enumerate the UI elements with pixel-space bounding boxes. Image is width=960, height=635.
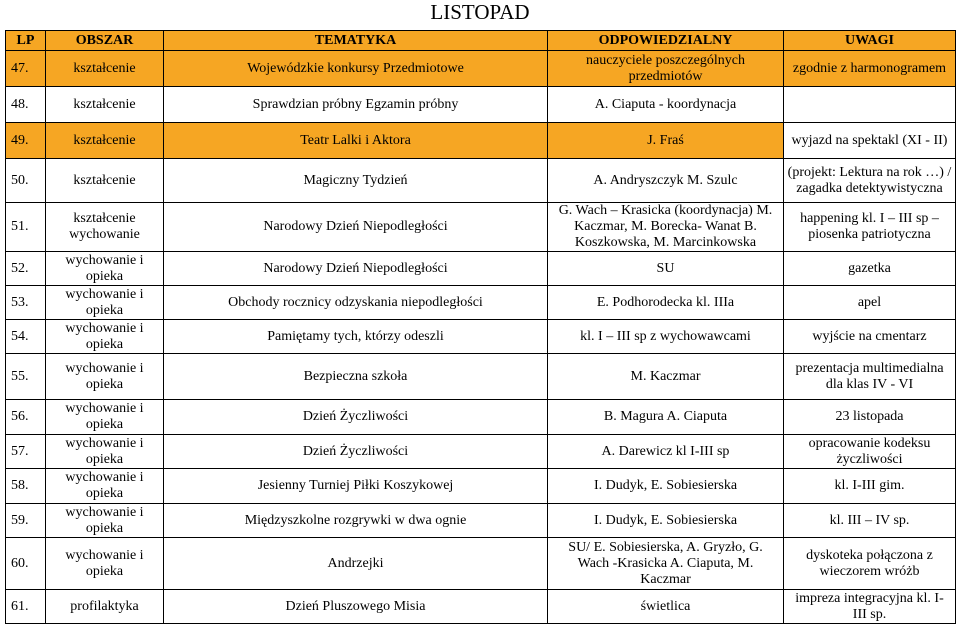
- odpowiedzialny-cell: J. Fraś: [548, 123, 784, 159]
- obszar-cell: wychowanie i opieka: [46, 252, 164, 286]
- obszar-cell: kształcenie wychowanie: [46, 203, 164, 252]
- odpowiedzialny-cell: SU/ E. Sobiesierska, A. Gryzło, G. Wach -Krasicka A. Ciaputa, M. Kaczmar: [548, 538, 784, 590]
- uwagi-cell: kl. I-III gim.: [784, 469, 956, 504]
- uwagi-cell: 23 listopada: [784, 400, 956, 435]
- table-row: [6, 354, 956, 400]
- header-row: [6, 31, 956, 51]
- lp-cell: 61.: [6, 590, 46, 624]
- uwagi-cell: zgodnie z harmonogramem: [784, 51, 956, 87]
- obszar-cell: wychowanie i opieka: [46, 538, 164, 590]
- schedule-table: [5, 30, 956, 624]
- obszar-cell: wychowanie i opieka: [46, 320, 164, 354]
- obszar-cell: profilaktyka: [46, 590, 164, 624]
- uwagi-cell: dyskoteka połączona z wieczorem wróżb: [784, 538, 956, 590]
- lp-cell: 54.: [6, 320, 46, 354]
- tematyka-cell: Narodowy Dzień Niepodległości: [164, 252, 548, 286]
- header-lp: LP: [6, 31, 46, 51]
- uwagi-cell: happening kl. I – III sp – piosenka patriotyczna: [784, 203, 956, 252]
- table-row: [6, 159, 956, 203]
- tematyka-cell: Dzień Życzliwości: [164, 435, 548, 469]
- uwagi-cell: apel: [784, 286, 956, 320]
- lp-cell: 55.: [6, 354, 46, 400]
- obszar-cell: kształcenie: [46, 123, 164, 159]
- header-tematyka: TEMATYKA: [164, 31, 548, 51]
- odpowiedzialny-cell: świetlica: [548, 590, 784, 624]
- odpowiedzialny-cell: E. Podhorodecka kl. IIIa: [548, 286, 784, 320]
- odpowiedzialny-cell: SU: [548, 252, 784, 286]
- odpowiedzialny-cell: B. Magura A. Ciaputa: [548, 400, 784, 435]
- odpowiedzialny-cell: A. Ciaputa - koordynacja: [548, 87, 784, 123]
- tematyka-cell: Jesienny Turniej Piłki Koszykowej: [164, 469, 548, 504]
- lp-cell: 49.: [6, 123, 46, 159]
- obszar-cell: wychowanie i opieka: [46, 286, 164, 320]
- obszar-cell: wychowanie i opieka: [46, 435, 164, 469]
- lp-cell: 47.: [6, 51, 46, 87]
- table-row: [6, 286, 956, 320]
- lp-cell: 57.: [6, 435, 46, 469]
- tematyka-cell: Obchody rocznicy odzyskania niepodległości: [164, 286, 548, 320]
- tematyka-cell: Dzień Pluszowego Misia: [164, 590, 548, 624]
- header-odpowiedzialny: ODPOWIEDZIALNY: [548, 31, 784, 51]
- lp-cell: 60.: [6, 538, 46, 590]
- uwagi-cell: wyjście na cmentarz: [784, 320, 956, 354]
- table-row: [6, 320, 956, 354]
- uwagi-cell: wyjazd na spektakl (XI - II): [784, 123, 956, 159]
- obszar-cell: wychowanie i opieka: [46, 354, 164, 400]
- tematyka-cell: Magiczny Tydzień: [164, 159, 548, 203]
- lp-cell: 50.: [6, 159, 46, 203]
- tematyka-cell: Bezpieczna szkoła: [164, 354, 548, 400]
- obszar-cell: kształcenie: [46, 51, 164, 87]
- lp-cell: 59.: [6, 504, 46, 538]
- odpowiedzialny-cell: M. Kaczmar: [548, 354, 784, 400]
- tematyka-cell: Andrzejki: [164, 538, 548, 590]
- uwagi-cell: impreza integracyjna kl. I- III sp.: [784, 590, 956, 624]
- odpowiedzialny-cell: I. Dudyk, E. Sobiesierska: [548, 504, 784, 538]
- tematyka-cell: Dzień Życzliwości: [164, 400, 548, 435]
- table-row: [6, 504, 956, 538]
- uwagi-cell: gazetka: [784, 252, 956, 286]
- table-row: [6, 400, 956, 435]
- table-row: [6, 203, 956, 252]
- tematyka-cell: Teatr Lalki i Aktora: [164, 123, 548, 159]
- odpowiedzialny-cell: G. Wach – Krasicka (koordynacja) M. Kaczmar, M. Borecka- Wanat B. Koszkowska, M. Marcinkowska: [548, 203, 784, 252]
- lp-cell: 56.: [6, 400, 46, 435]
- table-row: [6, 252, 956, 286]
- obszar-cell: kształcenie: [46, 87, 164, 123]
- uwagi-cell: opracowanie kodeksu życzliwości: [784, 435, 956, 469]
- obszar-cell: wychowanie i opieka: [46, 400, 164, 435]
- header-uwagi: UWAGI: [784, 31, 956, 51]
- uwagi-cell: [784, 87, 956, 123]
- table-row: [6, 538, 956, 590]
- tematyka-cell: Sprawdzian próbny Egzamin próbny: [164, 87, 548, 123]
- uwagi-cell: prezentacja multimedialna dla klas IV - VI: [784, 354, 956, 400]
- odpowiedzialny-cell: nauczyciele poszczególnych przedmiotów: [548, 51, 784, 87]
- obszar-cell: wychowanie i opieka: [46, 504, 164, 538]
- tematyka-cell: Pamiętamy tych, którzy odeszli: [164, 320, 548, 354]
- lp-cell: 53.: [6, 286, 46, 320]
- table-row: [6, 435, 956, 469]
- tematyka-cell: Narodowy Dzień Niepodległości: [164, 203, 548, 252]
- odpowiedzialny-cell: kl. I – III sp z wychowawcami: [548, 320, 784, 354]
- table-row: [6, 590, 956, 624]
- lp-cell: 52.: [6, 252, 46, 286]
- table-row: [6, 87, 956, 123]
- tematyka-cell: Wojewódzkie konkursy Przedmiotowe: [164, 51, 548, 87]
- odpowiedzialny-cell: A. Darewicz kl I-III sp: [548, 435, 784, 469]
- header-obszar: OBSZAR: [46, 31, 164, 51]
- uwagi-cell: (projekt: Lektura na rok …) / zagadka detektywistyczna: [784, 159, 956, 203]
- page-title: LISTOPAD: [430, 0, 530, 24]
- lp-cell: 51.: [6, 203, 46, 252]
- uwagi-cell: kl. III – IV sp.: [784, 504, 956, 538]
- table-row: [6, 469, 956, 504]
- obszar-cell: kształcenie: [46, 159, 164, 203]
- lp-cell: 48.: [6, 87, 46, 123]
- obszar-cell: wychowanie i opieka: [46, 469, 164, 504]
- lp-cell: 58.: [6, 469, 46, 504]
- odpowiedzialny-cell: A. Andryszczyk M. Szulc: [548, 159, 784, 203]
- table-row: [6, 123, 956, 159]
- odpowiedzialny-cell: I. Dudyk, E. Sobiesierska: [548, 469, 784, 504]
- table-row: [6, 51, 956, 87]
- tematyka-cell: Międzyszkolne rozgrywki w dwa ognie: [164, 504, 548, 538]
